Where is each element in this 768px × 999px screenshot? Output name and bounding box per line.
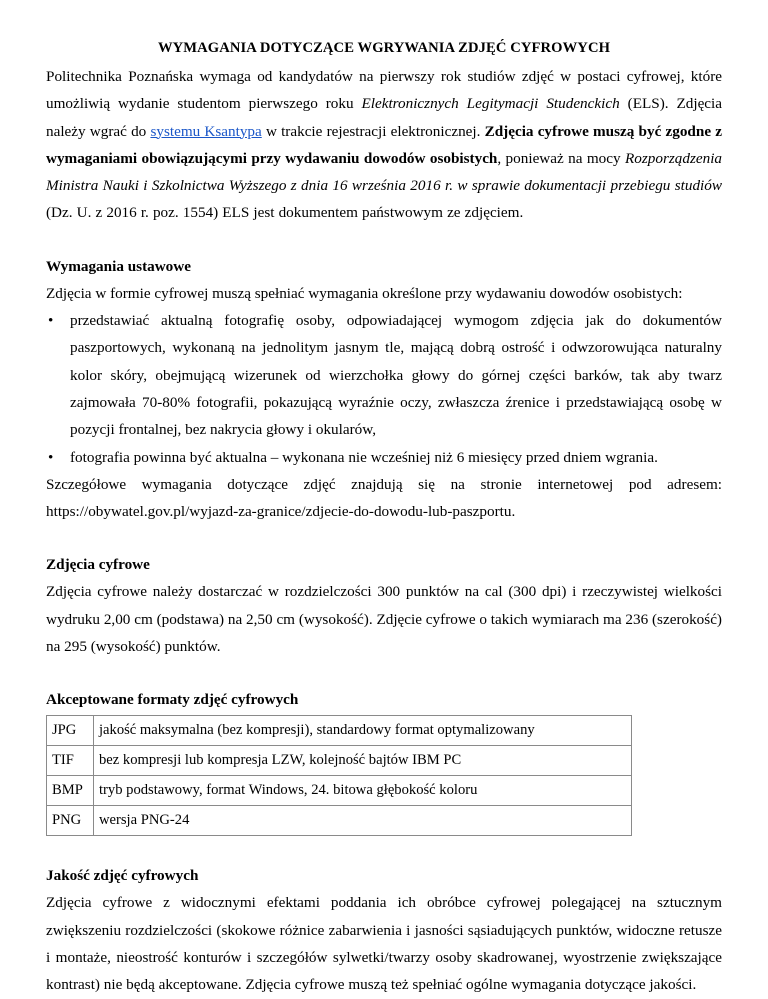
- intro-els-name: Elektronicznych Legitymacji Studenckich: [361, 95, 620, 113]
- intro-regulation-name: Rozporządzenia Ministra Nauki i Szkolnictwa Wyższego z dnia 16 września 2016 r. w sprawie dokumentacji przebiegu studiów: [46, 149, 723, 195]
- formats-table: [46, 715, 632, 836]
- statutory-item: [46, 444, 722, 471]
- intro-text-4: , ponieważ na mocy: [497, 149, 625, 167]
- intro-requirement-bold: Zdjęcia cyfrowe muszą być zgodne z wymaganiami obowiązującymi przy wydawaniu dowodów osobistych: [46, 122, 722, 167]
- format-description-cell: jakość maksymalna (bez kompresji), standardowy format optymalizowany: [94, 716, 632, 746]
- intro-paragraph: [46, 63, 722, 227]
- table-row: [47, 806, 632, 836]
- digital-text: Zdjęcia cyfrowe należy dostarczać w rozdzielczości 300 punktów na cal (300 dpi) i rzeczywistej wielkości wydruku 2,00 cm (podstawa) na 2,50 cm (wysokość). Zdjęcie cyfrowe o takich wymiarach ma 236 (szerokość) na 295 (wysokość) punktów.: [46, 583, 722, 656]
- statutory-item-text: przedstawiać aktualną fotografię osoby, odpowiadającej wymogom zdjęcia jak do dokumentów paszportowych, wykonaną na jednolitym jasnym tle, mającą dobrą ostrość i odwzorowująca naturalny kolor skóry, obejmującą wizerunek od wierzchołka głowy do górnej części barków, tak aby twarz zajmowała 70-80% fotografii, pokazującą wyraźnie oczy, zwłaszcza źrenice i przedstawiającą osobę w pozycji frontalnej, bez nakrycia głowy i okularów,: [70, 312, 722, 439]
- format-cell: BMP: [47, 776, 94, 806]
- statutory-list: [46, 307, 722, 471]
- table-row: [47, 716, 632, 746]
- digital-heading: Zdjęcia cyfrowe: [46, 556, 150, 574]
- bullet-icon: •: [48, 312, 54, 330]
- table-row: [47, 746, 632, 776]
- quality-text: Zdjęcia cyfrowe z widocznymi efektami poddania ich obróbce cyfrowej polegającej na sztucznym zwiększeniu rozdzielczości (skokowe różnice zabarwienia i jasności sąsiadujących punktów, widoczne retusze i montaże, nieostrość konturów i szczegółów sylwetki/twarzy osoby skadrowanej, wyostrzenie zwiększające kontrast) nie będą akceptowane. Zdjęcia cyfrowe muszą też spełniać ogólne wymagania dotyczące jakości.: [46, 894, 722, 994]
- statutory-item-text: fotografia powinna być aktualna – wykonana nie wcześniej niż 6 miesięcy przed dniem wgrania.: [70, 448, 658, 466]
- format-description-cell: bez kompresji lub kompresja LZW, kolejność bajtów IBM PC: [94, 746, 632, 776]
- statutory-lead: Zdjęcia w formie cyfrowej muszą spełniać wymagania określone przy wydawaniu dowodów osobistych:: [46, 284, 683, 302]
- intro-text-1: Politechnika Poznańska wymaga od kandydatów na pierwszy rok studiów zdjęć w postaci cyfrowej, które umożliwią wydanie studentom pierwszego roku: [46, 68, 722, 113]
- format-cell: JPG: [47, 716, 94, 746]
- intro-text-3: w trakcie rejestracji elektronicznej.: [261, 122, 485, 140]
- bullet-icon: •: [48, 448, 54, 466]
- statutory-details: Szczegółowe wymagania dotyczące zdjęć znajdują się na stronie internetowej pod adresem: https://obywatel.gov.pl/wyjazd-za-granice/zdjecie-do-dowodu-lub-paszportu.: [46, 475, 722, 521]
- statutory-item: [46, 307, 722, 443]
- format-description-cell: tryb podstawowy, format Windows, 24. bitowa głębokość koloru: [94, 776, 632, 806]
- format-description-cell: wersja PNG-24: [94, 806, 632, 836]
- format-cell: TIF: [47, 746, 94, 776]
- format-cell: PNG: [47, 806, 94, 836]
- intro-text-5: (Dz. U. z 2016 r. poz. 1554) ELS jest dokumentem państwowym ze zdjęciem.: [46, 204, 524, 222]
- formats-heading: Akceptowane formaty zdjęć cyfrowych: [46, 691, 299, 709]
- intro-text-2: (ELS). Zdjęcia należy wgrać do: [46, 95, 723, 140]
- quality-heading: Jakość zdjęć cyfrowych: [46, 867, 199, 885]
- document-title: WYMAGANIA DOTYCZĄCE WGRYWANIA ZDJĘĆ CYFROWYCH: [157, 40, 611, 56]
- statutory-heading: Wymagania ustawowe: [46, 257, 191, 275]
- table-row: [47, 776, 632, 806]
- ksantypa-link[interactable]: systemu Ksantypa: [150, 122, 262, 140]
